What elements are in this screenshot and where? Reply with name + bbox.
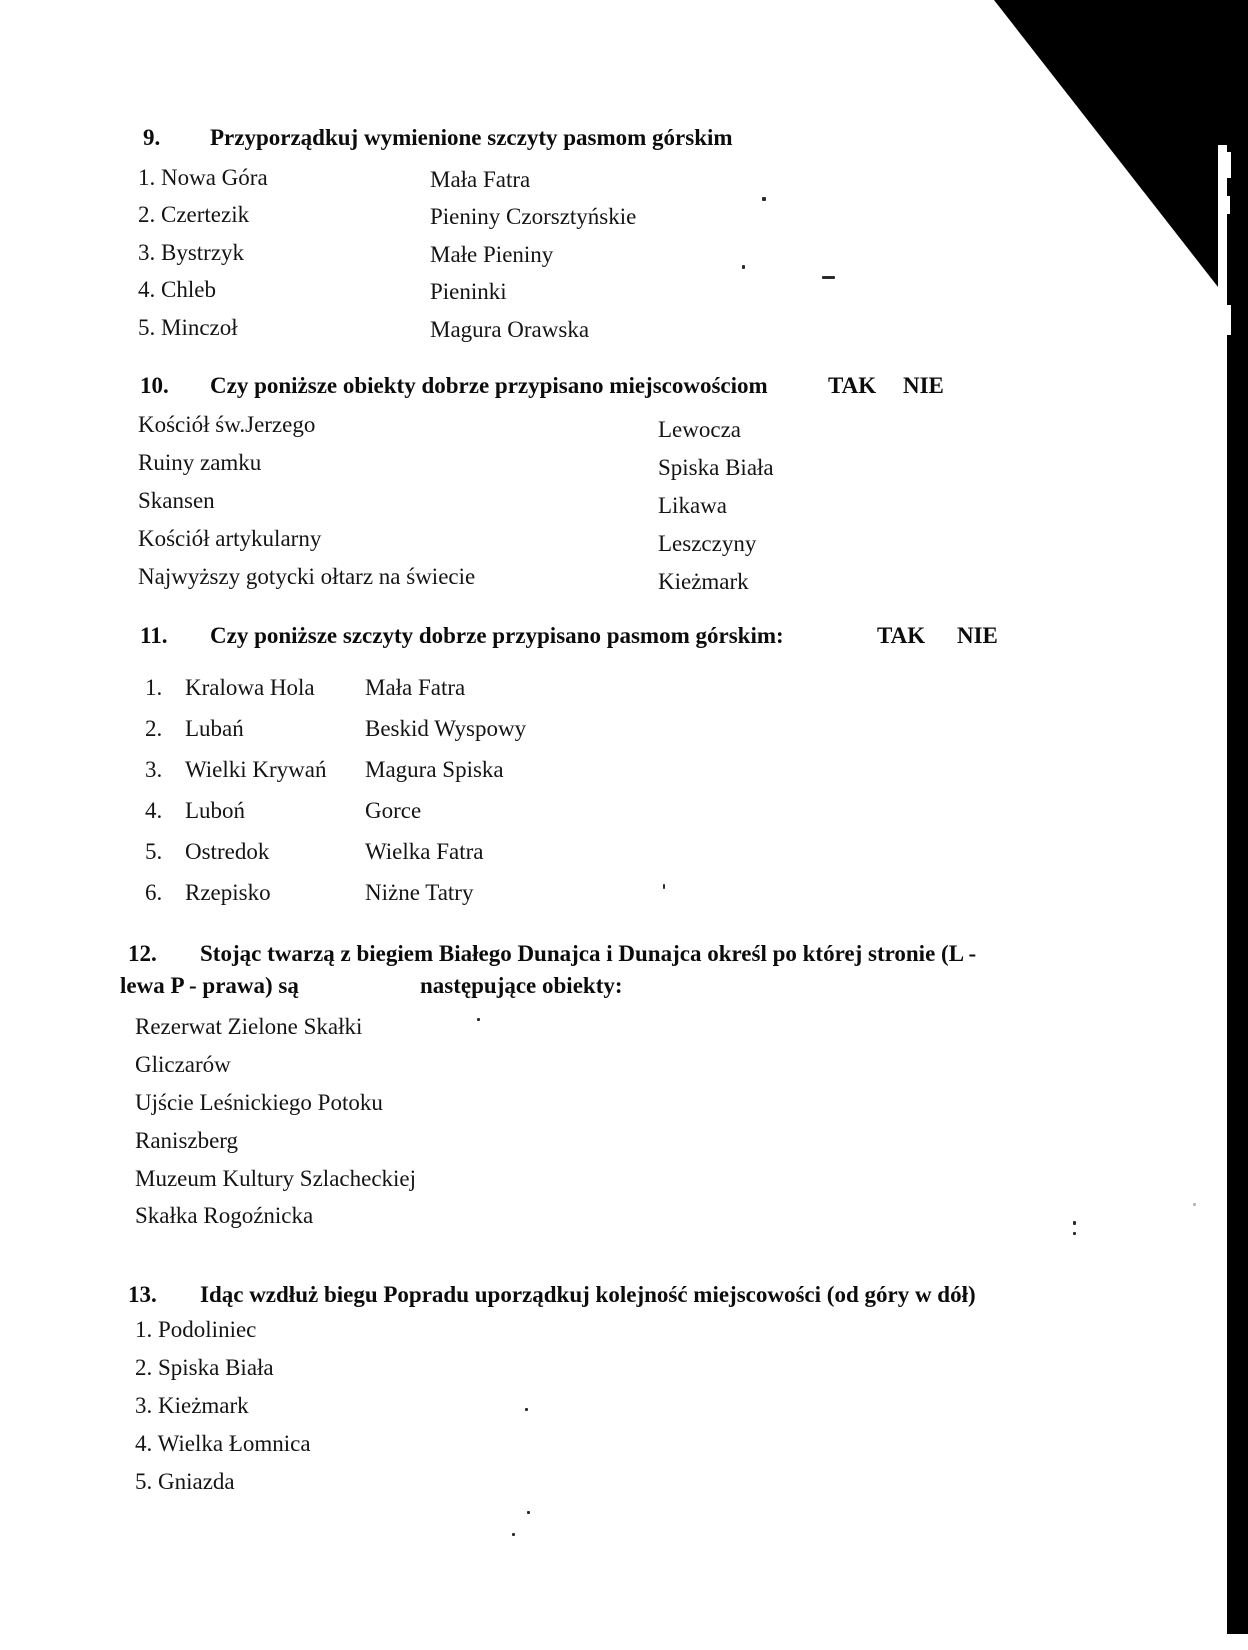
q13-item-3: 3. Kieżmark [135, 1393, 249, 1418]
scan-edge-notch [1227, 305, 1231, 335]
q11-range-4: Gorce [365, 798, 422, 823]
q11-row-num-2: 2. [145, 716, 163, 741]
q10-title: Czy poniższe obiekty dobrze przypisano miejscowościom [210, 373, 768, 398]
scan-speck [512, 1533, 515, 1536]
q10-no-label: NIE [903, 373, 944, 398]
q12-item-3: Ujście Leśnickiego Potoku [135, 1090, 383, 1115]
q10-object-4: Kościół artykularny [138, 526, 322, 551]
q10-town-4: Leszczyny [658, 531, 757, 556]
q13-item-1: 1. Podoliniec [135, 1317, 257, 1342]
q11-range-1: Mała Fatra [365, 675, 466, 700]
q11-row-num-5: 5. [145, 839, 163, 864]
corner-fold-triangle [994, 0, 1218, 287]
q9-number: 9. [143, 125, 161, 150]
q9-peak-1: 1. Nowa Góra [138, 165, 268, 190]
q11-range-3: Magura Spiska [365, 757, 504, 782]
q12-title-line2a: lewa P - prawa) są [120, 973, 299, 998]
q11-range-5: Wielka Fatra [365, 839, 484, 864]
scan-speck [525, 1408, 528, 1411]
q12-title-line1: Stojąc twarzą z biegiem Białego Dunajca i Dunajca określ po której stronie (L - [200, 941, 977, 966]
q11-peak-5: Ostredok [185, 839, 270, 864]
q11-row-num-3: 3. [145, 757, 163, 782]
q10-yes-label: TAK [828, 373, 877, 398]
q9-range-5: Magura Orawska [430, 317, 590, 342]
q11-peak-1: Kralowa Hola [185, 675, 315, 700]
scan-speck [762, 197, 766, 201]
q9-peak-3: 3. Bystrzyk [138, 240, 245, 265]
q10-town-3: Likawa [658, 493, 727, 518]
q10-town-1: Lewocza [658, 417, 741, 442]
q13-number: 13. [128, 1282, 157, 1307]
q9-range-1: Mała Fatra [430, 167, 531, 192]
q11-row-num-6: 6. [145, 880, 163, 905]
q13-item-5: 5. Gniazda [135, 1469, 235, 1494]
q9-range-3: Małe Pieniny [430, 242, 554, 267]
q11-row-num-1: 1. [145, 675, 163, 700]
scan-edge-notch [1227, 196, 1230, 214]
q12-item-6: Skałka Rogoźnicka [135, 1203, 314, 1228]
q11-peak-6: Rzepisko [185, 880, 271, 905]
scan-speck [1193, 1203, 1196, 1206]
q9-peak-4: 4. Chleb [138, 277, 216, 302]
q11-range-2: Beskid Wyspowy [365, 716, 527, 741]
q10-object-1: Kościół św.Jerzego [138, 412, 316, 437]
q10-object-5: Najwyższy gotycki ołtarz na świecie [138, 564, 476, 589]
scan-speck [822, 276, 835, 279]
q12-title-line2b: następujące obiekty: [420, 973, 623, 998]
scan-speck [742, 265, 745, 269]
q11-number: 11. [140, 623, 168, 648]
scan-speck [663, 884, 665, 889]
q12-item-4: Raniszberg [135, 1128, 239, 1153]
q11-peak-2: Lubań [185, 716, 244, 741]
q11-no-label: NIE [957, 623, 998, 648]
q11-peak-4: Luboń [185, 798, 246, 823]
q10-object-3: Skansen [138, 488, 215, 513]
q12-item-2: Gliczarów [135, 1052, 231, 1077]
q10-object-2: Ruiny zamku [138, 450, 262, 475]
q11-row-num-4: 4. [145, 798, 163, 823]
q13-title: Idąc wzdłuż biegu Popradu uporządkuj kolejność miejscowości (od góry w dół) [200, 1282, 976, 1307]
q12-number: 12. [128, 941, 157, 966]
q9-peak-2: 2. Czertezik [138, 202, 250, 227]
q10-number: 10. [140, 373, 169, 398]
q10-town-5: Kieżmark [658, 569, 749, 594]
q10-town-2: Spiska Biała [658, 455, 774, 480]
q9-peak-5: 5. Minczoł [138, 315, 238, 340]
q11-range-6: Niżne Tatry [365, 880, 474, 905]
q9-range-4: Pieninki [430, 279, 507, 304]
q11-title: Czy poniższe szczyty dobrze przypisano pasmom górskim: [210, 623, 784, 648]
scan-speck [1073, 1232, 1076, 1235]
scan-speck [527, 1511, 530, 1514]
q13-item-4: 4. Wielka Łomnica [135, 1431, 311, 1456]
q9-title: Przyporządkuj wymienione szczyty pasmom górskim [210, 125, 733, 150]
scan-speck [1073, 1221, 1076, 1225]
q9-range-2: Pieniny Czorsztyńskie [430, 204, 637, 229]
q12-item-5: Muzeum Kultury Szlacheckiej [135, 1166, 417, 1191]
scan-speck [477, 1018, 480, 1021]
q11-yes-label: TAK [877, 623, 926, 648]
scan-edge-notch [1227, 152, 1231, 178]
scan-edge-bar [1227, 0, 1248, 1634]
q11-peak-3: Wielki Krywań [185, 757, 327, 782]
q13-item-2: 2. Spiska Biała [135, 1355, 274, 1380]
q12-item-1: Rezerwat Zielone Skałki [135, 1014, 363, 1039]
